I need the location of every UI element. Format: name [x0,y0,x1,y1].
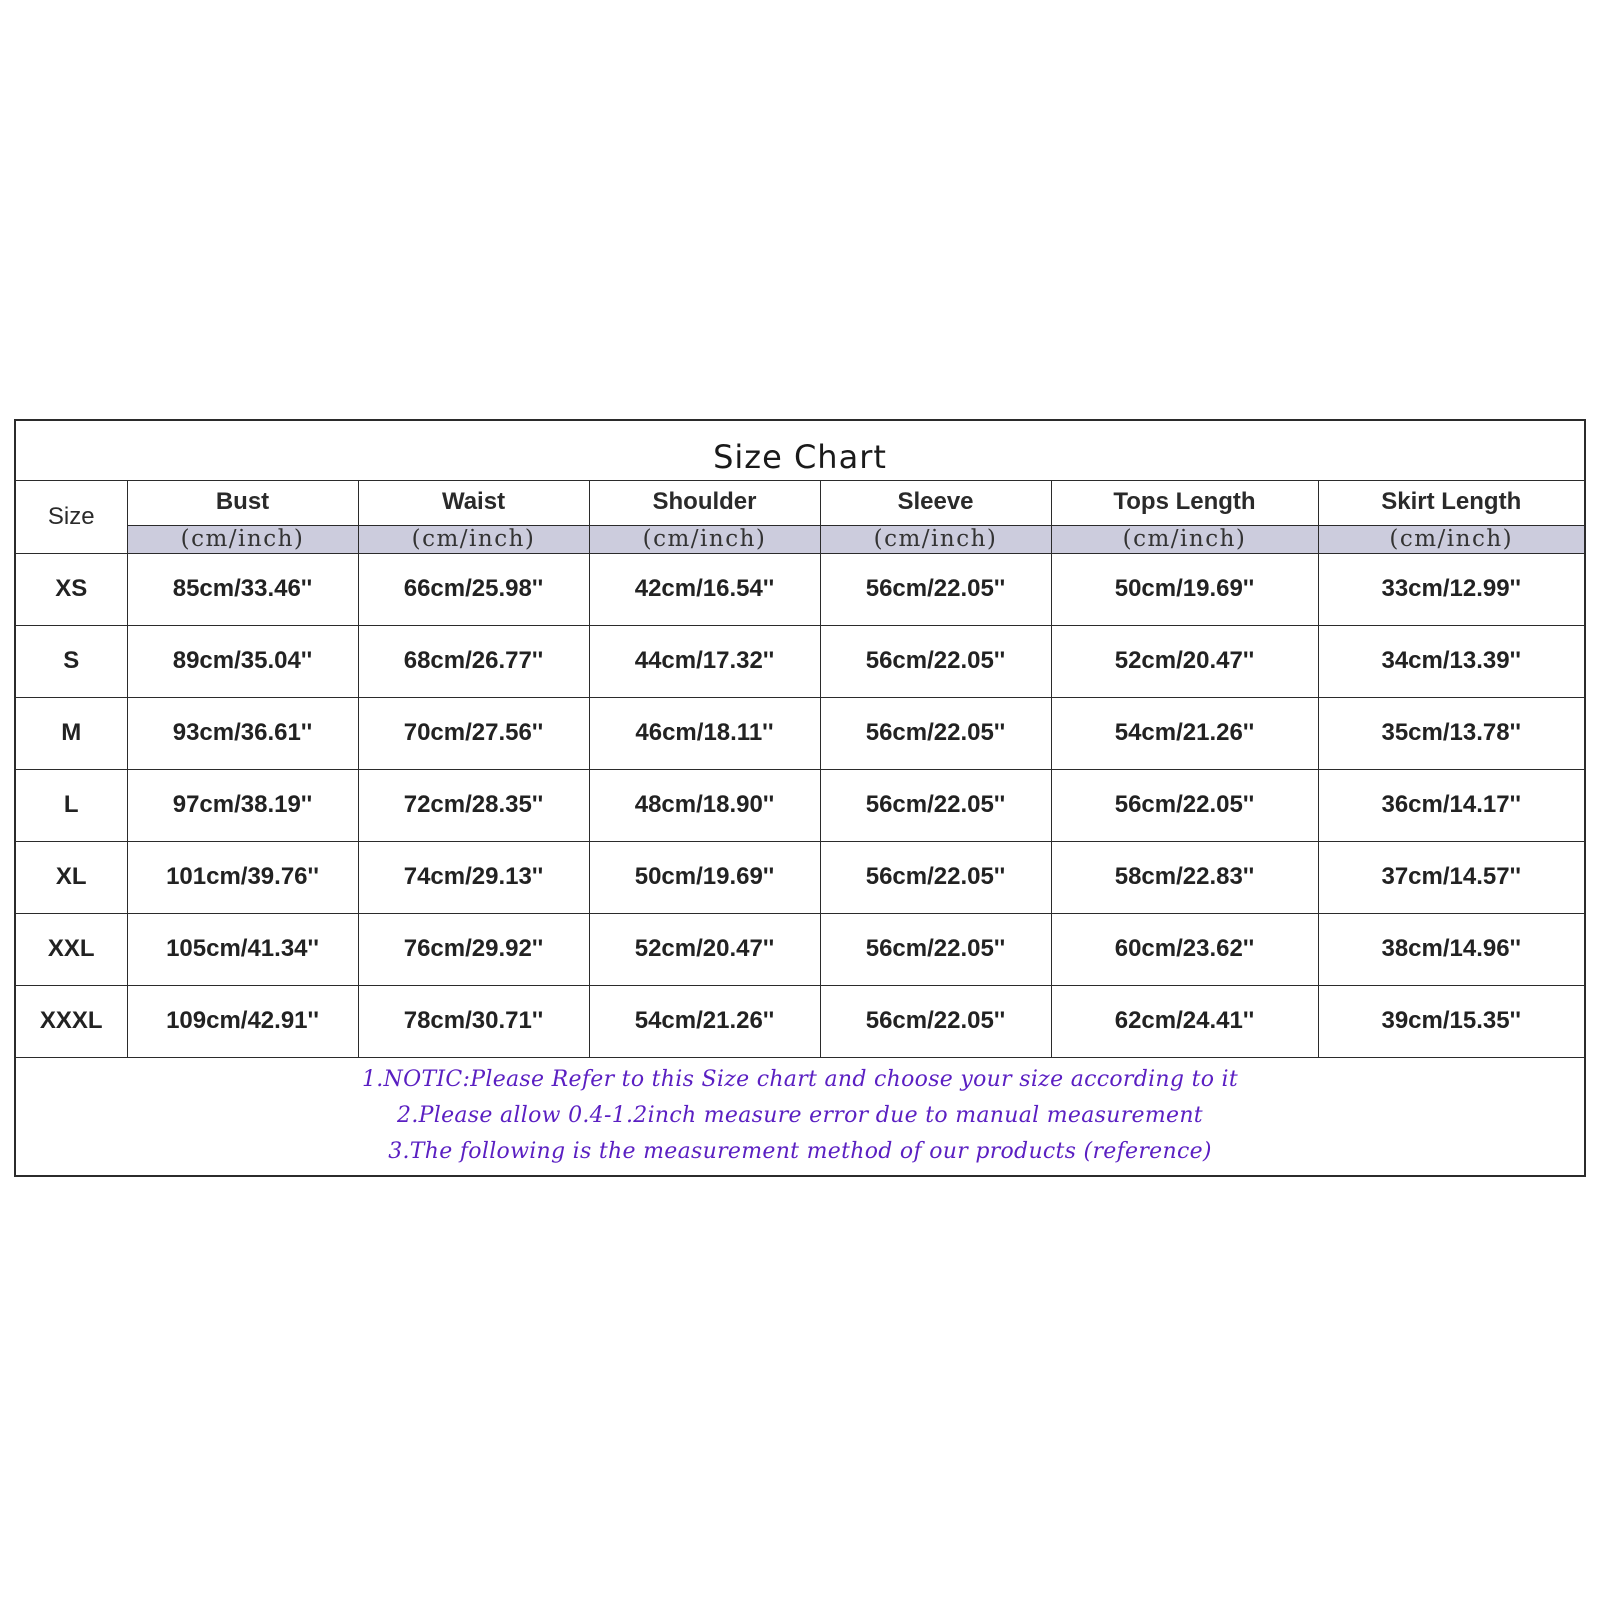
table-cell: 85cm/33.46'' [127,553,358,625]
table-cell: 56cm/22.05'' [1051,769,1318,841]
table-cell: 35cm/13.78'' [1318,697,1584,769]
size-column-header [16,481,127,553]
table-row [16,985,1584,1057]
table-cell: 36cm/14.17'' [1318,769,1584,841]
table-cell: 66cm/25.98'' [358,553,589,625]
unit-label: (cm/inch) [590,525,820,553]
size-label: XS [16,553,127,625]
table-cell: 39cm/15.35'' [1318,985,1584,1057]
column-header-skirt-length [1318,481,1584,553]
table-cell: 105cm/41.34'' [127,913,358,985]
note-line: 1.NOTIC:Please Refer to this Size chart and choose your size according to it [361,1066,1239,1092]
table-cell: 56cm/22.05'' [820,625,1051,697]
table-row [16,913,1584,985]
column-header-label: Shoulder [652,488,757,515]
table-cell: 89cm/35.04'' [127,625,358,697]
size-chart [14,419,1586,1177]
table-cell: 72cm/28.35'' [358,769,589,841]
table-cell: 37cm/14.57'' [1318,841,1584,913]
table-cell: 56cm/22.05'' [820,985,1051,1057]
table-cell: 52cm/20.47'' [589,913,820,985]
table-cell: 62cm/24.41'' [1051,985,1318,1057]
table-cell: 46cm/18.11'' [589,697,820,769]
table-cell: 93cm/36.61'' [127,697,358,769]
table-row [16,553,1584,625]
table-cell: 58cm/22.83'' [1051,841,1318,913]
unit-label: (cm/inch) [821,525,1051,553]
column-header-label: Bust [215,488,270,515]
table-cell: 54cm/21.26'' [589,985,820,1057]
size-header-label: Size [47,502,95,530]
table-cell: 54cm/21.26'' [1051,697,1318,769]
table-row [16,769,1584,841]
unit-label: (cm/inch) [128,525,358,553]
table-cell: 56cm/22.05'' [820,553,1051,625]
table-cell: 76cm/29.92'' [358,913,589,985]
title-band [16,421,1584,481]
column-header-label: Waist [441,488,506,515]
table-cell: 33cm/12.99'' [1318,553,1584,625]
table-row [16,841,1584,913]
table-cell: 78cm/30.71'' [358,985,589,1057]
notes-section [16,1058,1584,1180]
size-label: XL [16,841,127,913]
note-line: 3.The following is the measurement method of our products (reference) [388,1138,1212,1164]
table-cell: 56cm/22.05'' [820,697,1051,769]
unit-label: (cm/inch) [359,525,589,553]
column-header-label: Skirt Length [1381,488,1522,515]
table-cell: 97cm/38.19'' [127,769,358,841]
table-cell: 74cm/29.13'' [358,841,589,913]
size-label: M [16,697,127,769]
table-cell: 68cm/26.77'' [358,625,589,697]
table-cell: 70cm/27.56'' [358,697,589,769]
table-cell: 56cm/22.05'' [820,769,1051,841]
unit-label: (cm/inch) [1319,525,1585,553]
size-table [16,481,1584,1058]
table-cell: 52cm/20.47'' [1051,625,1318,697]
size-label: XXL [16,913,127,985]
note-line: 2.Please allow 0.4-1.2inch measure error due to manual measurement [397,1102,1203,1128]
table-cell: 109cm/42.91'' [127,985,358,1057]
table-cell: 50cm/19.69'' [589,841,820,913]
table-cell: 48cm/18.90'' [589,769,820,841]
column-header-sleeve [820,481,1051,553]
column-header-waist [358,481,589,553]
chart-title: Size Chart [713,437,887,476]
table-cell: 42cm/16.54'' [589,553,820,625]
table-cell: 56cm/22.05'' [820,913,1051,985]
unit-label: (cm/inch) [1052,525,1318,553]
column-header-shoulder [589,481,820,553]
size-label: XXXL [16,985,127,1057]
column-header-bust [127,481,358,553]
table-cell: 38cm/14.96'' [1318,913,1584,985]
table-cell: 101cm/39.76'' [127,841,358,913]
table-cell: 34cm/13.39'' [1318,625,1584,697]
column-header-tops-length [1051,481,1318,553]
header-row [16,481,1584,553]
table-cell: 56cm/22.05'' [820,841,1051,913]
table-row [16,697,1584,769]
table-cell: 60cm/23.62'' [1051,913,1318,985]
size-label: S [16,625,127,697]
table-row [16,625,1584,697]
column-header-label: Sleeve [897,488,974,515]
table-cell: 44cm/17.32'' [589,625,820,697]
column-header-label: Tops Length [1113,488,1256,515]
table-cell: 50cm/19.69'' [1051,553,1318,625]
size-label: L [16,769,127,841]
